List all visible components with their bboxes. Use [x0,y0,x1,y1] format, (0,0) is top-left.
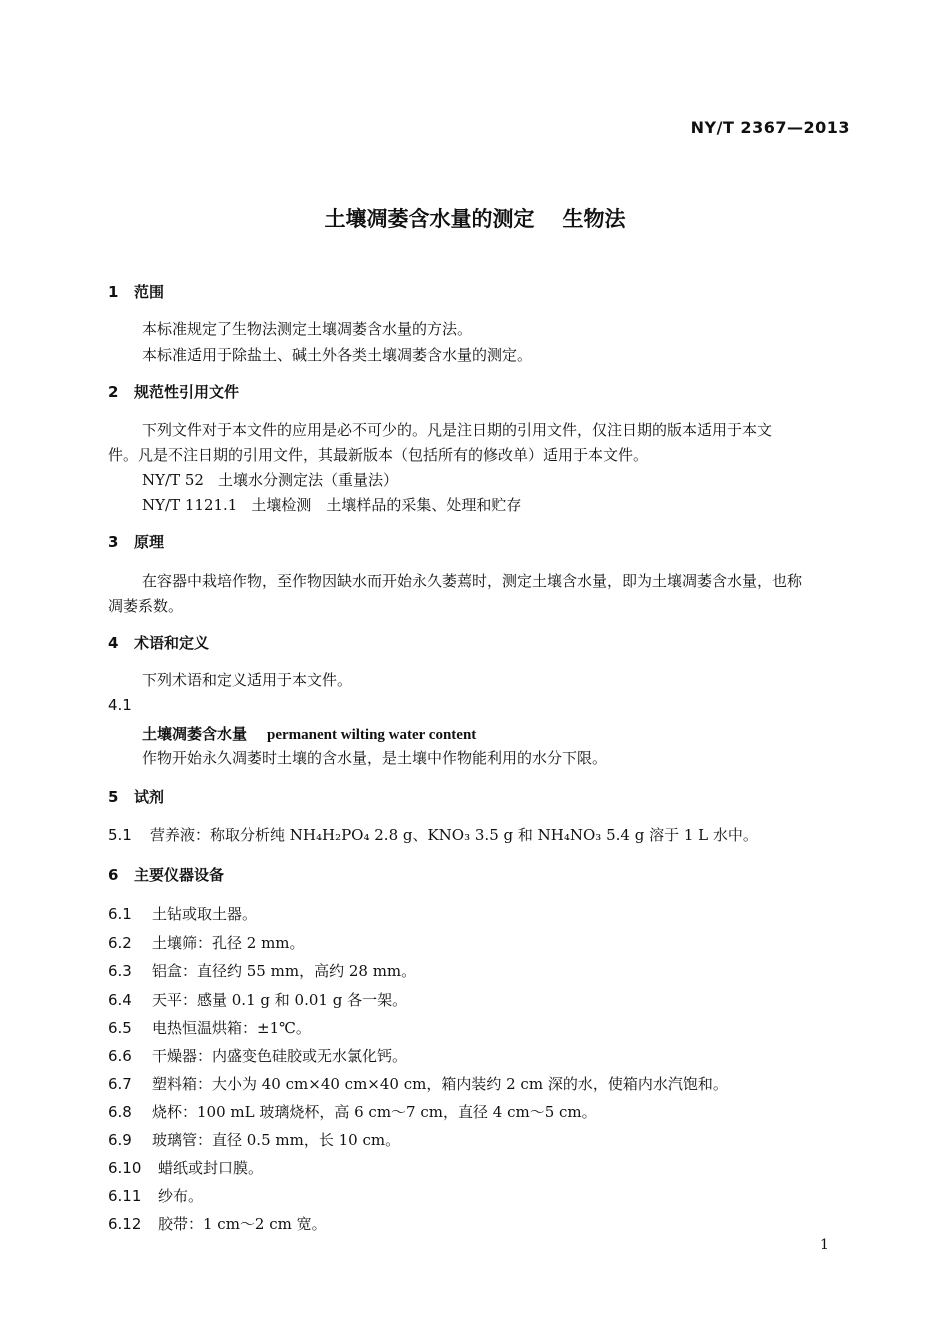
item-number: 6.9 [108,1131,132,1149]
reference-code: NY/T 1121.1 [142,496,238,514]
item-text: 蜡纸或封口膜。 [158,1159,264,1177]
equipment-item [108,1017,311,1038]
item-text: 铝盒：直径约 55 mm，高约 28 mm。 [152,962,417,980]
item-text: 胶带：1 cm～2 cm 宽。 [158,1215,327,1233]
equipment-item [108,1101,597,1122]
section-number: 1 [108,283,119,301]
paragraph: 本标准规定了生物法测定土壤凋萎含水量的方法。 [142,320,473,338]
equipment-item [108,960,416,981]
item-number: 6.7 [108,1075,132,1093]
section-5-heading [108,786,164,807]
equipment-item [108,1129,400,1150]
section-1-heading [108,281,164,302]
reference-code: NY/T 52 [142,471,204,489]
section-title: 术语和定义 [134,634,210,652]
equipment-item [108,1185,203,1206]
title-method: 生物法 [562,207,626,231]
item-number: 6.10 [108,1159,142,1177]
section-6-heading [108,864,224,885]
item-text: 烧杯：100 mL 玻璃烧杯，高 6 cm～7 cm，直径 4 cm～5 cm。 [152,1103,597,1121]
term-chinese: 土壤凋萎含水量 [142,725,248,743]
item-text: 电热恒温烘箱：±1℃。 [152,1019,311,1037]
equipment-item [108,1045,407,1066]
paragraph-line: 下列文件对于本文件的应用是必不可少的。凡是注日期的引用文件，仅注日期的版本适用于本文 [142,421,773,439]
paragraph-line: 凋萎系数。 [108,597,184,615]
item-number: 6.4 [108,991,132,1009]
equipment-item [108,1073,728,1094]
section-number: 2 [108,383,119,401]
item-text: 纱布。 [158,1187,204,1205]
reference-title: 土壤检测 土壤样品的采集、处理和贮存 [251,496,522,514]
term-definition: 作物开始永久凋萎时土壤的含水量，是土壤中作物能利用的水分下限。 [142,749,608,767]
section-number: 5 [108,788,119,806]
equipment-item [108,932,305,953]
page-number: 1 [820,1237,829,1253]
item-number: 6.5 [108,1019,132,1037]
equipment-item [108,1213,327,1234]
normative-reference [142,469,398,490]
paragraph-line: 在容器中栽培作物，至作物因缺水而开始永久萎蔫时，测定土壤含水量，即为土壤凋萎含水量，也称 [142,572,803,590]
item-number: 6.11 [108,1187,142,1205]
item-number: 6.12 [108,1215,142,1233]
item-number: 6.8 [108,1103,132,1121]
paragraph: 下列术语和定义适用于本文件。 [142,671,353,689]
standard-number: NY/T 2367—2013 [690,118,850,137]
item-number: 6.1 [108,905,132,923]
term-english: permanent wilting water content [267,727,477,743]
item-text: 天平：感量 0.1 g 和 0.01 g 各一架。 [152,991,408,1009]
section-title: 主要仪器设备 [134,866,225,884]
section-2-heading [108,381,239,402]
section-title: 试剂 [134,788,165,806]
equipment-item [108,903,257,924]
clause-number: 5.1 [108,826,132,844]
section-number: 3 [108,533,119,551]
paragraph: 本标准适用于除盐土、碱土外各类土壤凋萎含水量的测定。 [142,346,533,364]
item-number: 6.3 [108,962,132,980]
title-main: 土壤凋萎含水量的测定 [324,207,535,231]
term-entry [142,723,476,744]
clause-text: 营养液：称取分析纯 NH₄H₂PO₄ 2.8 g、KNO₃ 3.5 g 和 NH₄NO₃ 5.4 g 溶于 1 L 水中。 [150,826,758,844]
item-text: 土钻或取土器。 [152,905,258,923]
section-title: 规范性引用文件 [134,383,240,401]
item-text: 塑料箱：大小为 40 cm×40 cm×40 cm，箱内装约 2 cm 深的水，使箱内水汽饱和。 [152,1075,728,1093]
section-3-heading [108,531,164,552]
item-text: 干燥器：内盛变色硅胶或无水氯化钙。 [152,1047,408,1065]
subsection-number: 4.1 [108,696,132,714]
section-number: 4 [108,634,119,652]
item-text: 玻璃管：直径 0.5 mm，长 10 cm。 [152,1131,401,1149]
reference-title: 土壤水分测定法（重量法） [217,471,398,489]
document-title [0,203,950,233]
clause-5-1 [108,824,758,845]
equipment-item [108,1157,263,1178]
section-4-heading [108,632,209,653]
paragraph-line: 件。凡是不注日期的引用文件，其最新版本（包括所有的修改单）适用于本文件。 [108,446,649,464]
section-title: 原理 [134,533,165,551]
item-text: 土壤筛：孔径 2 mm。 [152,934,305,952]
section-title: 范围 [134,283,165,301]
item-number: 6.6 [108,1047,132,1065]
normative-reference [142,494,521,515]
item-number: 6.2 [108,934,132,952]
equipment-item [108,989,407,1010]
section-number: 6 [108,866,119,884]
